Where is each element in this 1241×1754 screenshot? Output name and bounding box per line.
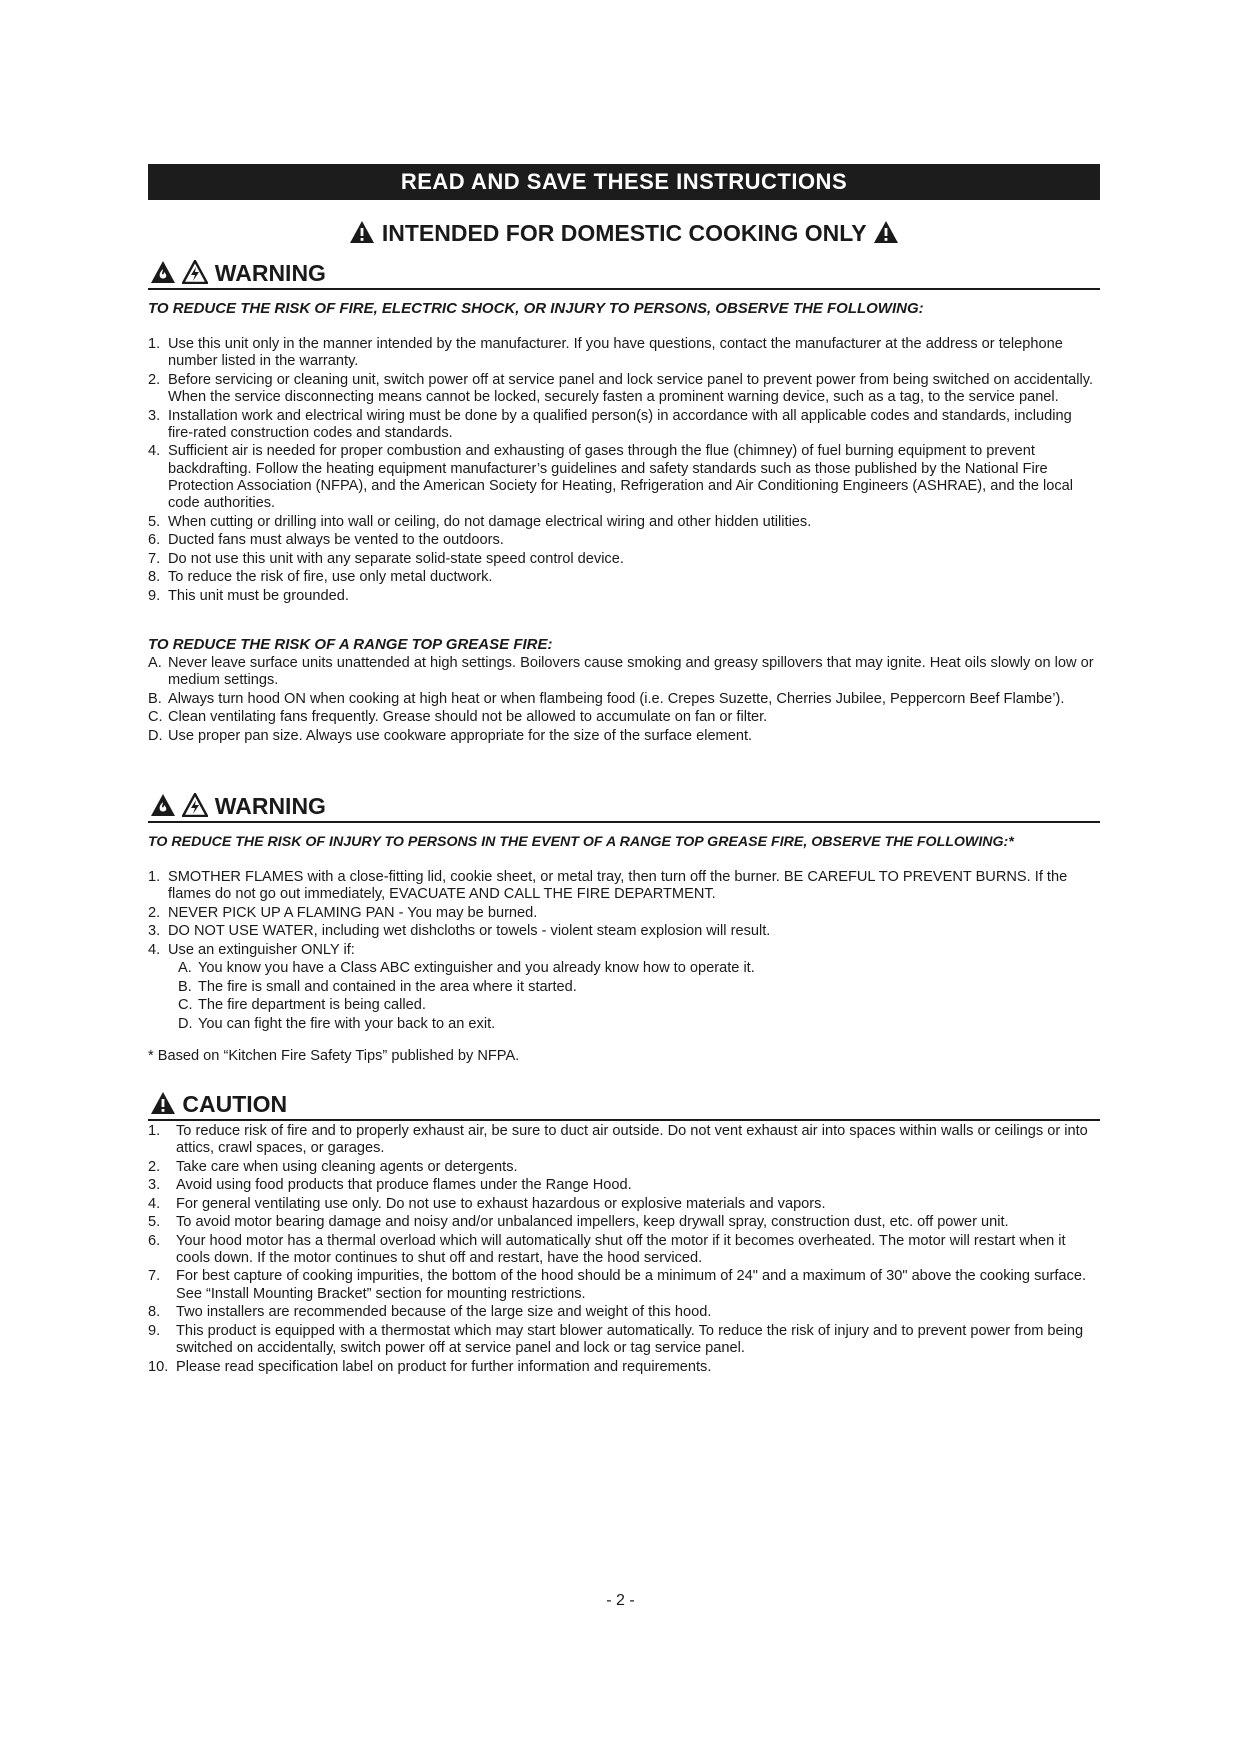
list-item-text: Use proper pan size. Always use cookware appropriate for the size of the surface element. [168, 727, 753, 744]
list-item-text: You can fight the fire with your back to an exit. [198, 1015, 496, 1032]
list-item-number: 2. [148, 1158, 161, 1175]
list-item-number: 2. [148, 904, 161, 921]
list-item-text: For general ventilating use only. Do not use to exhaust hazardous or explosive materials and vapors. [176, 1195, 826, 1212]
list-item-number: 2. [148, 371, 161, 388]
list-item [148, 1214, 1100, 1231]
list-item-text: You know you have a Class ABC extinguisher and you already know how to operate it. [198, 960, 755, 977]
list-item [148, 1196, 1100, 1213]
shock-warning-icon [182, 260, 208, 284]
list-item-text: The fire is small and contained in the area where it started. [198, 978, 577, 995]
list-item-text: For best capture of cooking impurities, the bottom of the hood should be a minimum of 24" and a maximum of 30" above the cooking surface. See “Install Mounting Bracket” section for mounting restrictions. [176, 1268, 1086, 1302]
list-item [148, 532, 1100, 549]
list-item-text: This product is equipped with a thermostat which may start blower automatically. To reduce the risk of injury and to prevent power from being switched on accidentally, switch power off at service panel and lock or tag service panel. [176, 1322, 1084, 1357]
list-item-text: Use an extinguisher ONLY if: [168, 941, 355, 958]
list-item-number: 4. [148, 443, 161, 460]
list-item-text: NEVER PICK UP A FLAMING PAN - You may be burned. [168, 904, 538, 921]
list-item-number: 9. [148, 587, 161, 604]
list-item-text: Use this unit only in the manner intended by the manufacturer. If you have questions, contact the manufacturer at the address or telephone number listed in the warranty. [168, 336, 1063, 370]
list-item [148, 869, 1100, 904]
list-item [148, 408, 1100, 443]
list-item [148, 336, 1100, 371]
list-item-number: 6. [148, 1232, 161, 1249]
caution-heading [148, 1089, 1100, 1121]
list-item-text: The fire department is being called. [198, 997, 426, 1014]
list-item-text: This unit must be grounded. [168, 587, 349, 604]
list-item-text: Ducted fans must always be vented to the outdoors. [168, 532, 504, 549]
list-item [148, 1233, 1100, 1268]
list-item [148, 514, 1100, 531]
warning-heading-text: WARNING [214, 793, 326, 819]
list-item-number: A. [178, 960, 192, 977]
list-item-number: 10. [148, 1358, 169, 1375]
list-item [148, 1159, 1100, 1176]
list-item-number: 1. [148, 1122, 161, 1139]
list-item [148, 1268, 1100, 1303]
list-item-number: 8. [148, 1304, 161, 1321]
grease-fire-action-list [148, 869, 1100, 959]
list-item-number: 6. [148, 532, 161, 549]
list-item [148, 588, 1100, 605]
caution-triangle-icon [150, 1091, 176, 1115]
list-item-number: B. [148, 690, 162, 707]
list-item-number: 5. [148, 513, 161, 530]
fire-warning-icon [150, 260, 176, 284]
warning-heading-text: WARNING [214, 260, 326, 286]
list-item-number: 5. [148, 1214, 161, 1231]
list-item-text: DO NOT USE WATER, including wet dishcloths or towels - violent steam explosion will result. [168, 923, 771, 940]
list-item [148, 691, 1100, 708]
list-item-number: C. [148, 709, 163, 726]
list-item-text: Always turn hood ON when cooking at high heat or when flambeing food (i.e. Crepes Suzette, Cherries Jubilee, Peppercorn Beef Flambe’). [168, 690, 1065, 707]
list-item-number: D. [178, 1015, 193, 1032]
list-item-text: Avoid using food products that produce flames under the Range Hood. [176, 1177, 632, 1194]
list-item [178, 960, 1100, 977]
list-item [148, 923, 1100, 940]
list-item-number: 7. [148, 550, 161, 567]
list-item-number: 1. [148, 336, 161, 352]
list-item [148, 551, 1100, 568]
grease-fire-warning-lead: TO REDUCE THE RISK OF INJURY TO PERSONS IN THE EVENT OF A RANGE TOP GREASE FIRE, OBSERVE THE FOLLOWING:* [148, 834, 1014, 850]
nfpa-footnote: * Based on “Kitchen Fire Safety Tips” published by NFPA. [148, 1047, 520, 1064]
list-item-number: 8. [148, 569, 161, 586]
list-item [148, 905, 1100, 922]
list-item-text: To avoid motor bearing damage and noisy and/or unbalanced impellers, keep drywall spray, construction dust, etc. off power unit. [176, 1214, 1009, 1231]
banner-title: READ AND SAVE THESE INSTRUCTIONS [148, 164, 1100, 200]
list-item-number: 4. [148, 941, 161, 958]
list-item-number: C. [178, 997, 193, 1014]
fire-warning-icon [150, 793, 176, 817]
warning-heading [148, 791, 1100, 823]
grease-fire-lead: TO REDUCE THE RISK OF A RANGE TOP GREASE FIRE: [148, 635, 553, 653]
list-item [148, 1323, 1100, 1358]
shock-warning-icon [182, 793, 208, 817]
subtitle-text: INTENDED FOR DOMESTIC COOKING ONLY [381, 220, 867, 246]
list-item-number: 1. [148, 869, 161, 885]
list-item-text: Clean ventilating fans frequently. Grease should not be allowed to accumulate on fan or filter. [168, 709, 768, 726]
list-item [178, 997, 1100, 1014]
page-number: - 2 - [606, 1592, 635, 1609]
list-item [148, 443, 1100, 512]
list-item-text: SMOTHER FLAMES with a close-fitting lid, cookie sheet, or metal tray, then turn off the burner. BE CAREFUL TO PREVENT BURNS. If the flames do not go out immediately, EVACUATE AND CALL THE FIRE DEPARTMENT. [168, 869, 1068, 903]
list-item-text: Two installers are recommended because of the large size and weight of this hood. [176, 1304, 712, 1321]
list-item [178, 979, 1100, 996]
list-item [148, 1304, 1100, 1321]
list-item [148, 709, 1100, 726]
extinguisher-conditions-list [178, 960, 1100, 1033]
list-item-text: Before servicing or cleaning unit, switch power off at service panel and lock service panel to prevent power from being switched on accidentally. When the service disconnecting means cannot be locked, securely fasten a prominent warning device, such as a tag, to the service panel. [168, 371, 1094, 406]
list-item [148, 372, 1100, 407]
list-item [148, 942, 1100, 959]
list-item-text: Please read specification label on product for further information and requirements. [176, 1358, 712, 1375]
list-item-text: Take care when using cleaning agents or detergents. [176, 1158, 518, 1175]
list-item-text: When cutting or drilling into wall or ceiling, do not damage electrical wiring and other hidden utilities. [168, 513, 812, 530]
list-item-number: 7. [148, 1268, 161, 1285]
list-item-number: 9. [148, 1322, 161, 1339]
caution-heading-text: CAUTION [182, 1090, 288, 1117]
list-item-number: 3. [148, 923, 161, 940]
list-item-text: To reduce risk of fire and to properly exhaust air, be sure to duct air outside. Do not vent exhaust air into spaces within walls or ceilings or into attics, crawl spaces, or garages. [176, 1122, 1088, 1157]
warning-triangle-icon [349, 220, 375, 244]
warning-list [148, 336, 1100, 605]
list-item [148, 1123, 1100, 1158]
list-item-number: 3. [148, 407, 161, 424]
list-item-text: Do not use this unit with any separate solid-state speed control device. [168, 550, 624, 567]
caution-list [148, 1123, 1100, 1376]
list-item-number: B. [178, 978, 192, 995]
domestic-cooking-notice [148, 218, 1100, 248]
instructions-page [148, 164, 1100, 1377]
list-item-text: Sufficient air is needed for proper combustion and exhausting of gases through the flue (chimney) of fuel burning equipment to prevent backdrafting. Follow the heating equipment manufacturer’s guidelines and safety standards such as those published by the National Fire Protection Association (NFPA), and the American Society for Heating, Refrigeration and Air Conditioning Engineers (ASHRAE), and the local code authorities. [168, 443, 1074, 512]
list-item [148, 1359, 1100, 1376]
list-item [148, 728, 1100, 745]
warning-heading [148, 258, 1100, 290]
list-item-number: 4. [148, 1195, 161, 1212]
list-item [148, 655, 1100, 690]
warning-lead: TO REDUCE THE RISK OF FIRE, ELECTRIC SHOCK, OR INJURY TO PERSONS, OBSERVE THE FOLLOWING: [148, 300, 924, 317]
list-item-text: Installation work and electrical wiring must be done by a qualified person(s) in accordance with all applicable codes and standards, including fire-rated construction codes and standards. [168, 407, 1072, 441]
list-item-text: Never leave surface units unattended at high settings. Boilovers cause smoking and greasy spillovers that may ignite. Heat oils slowly on low or medium settings. [168, 654, 1094, 689]
list-item-number: D. [148, 727, 163, 744]
list-item [148, 1177, 1100, 1194]
list-item-text: To reduce the risk of fire, use only metal ductwork. [168, 569, 493, 586]
warning-triangle-icon [873, 220, 899, 244]
grease-fire-list [148, 655, 1100, 745]
list-item-text: Your hood motor has a thermal overload which will automatically shut off the motor if it becomes overheated. The motor will restart when it cools down. If the motor continues to shut off and restart, have the hood serviced. [176, 1232, 1066, 1266]
list-item-number: A. [148, 654, 162, 671]
list-item [178, 1016, 1100, 1033]
list-item [148, 569, 1100, 586]
list-item-number: 3. [148, 1177, 161, 1194]
